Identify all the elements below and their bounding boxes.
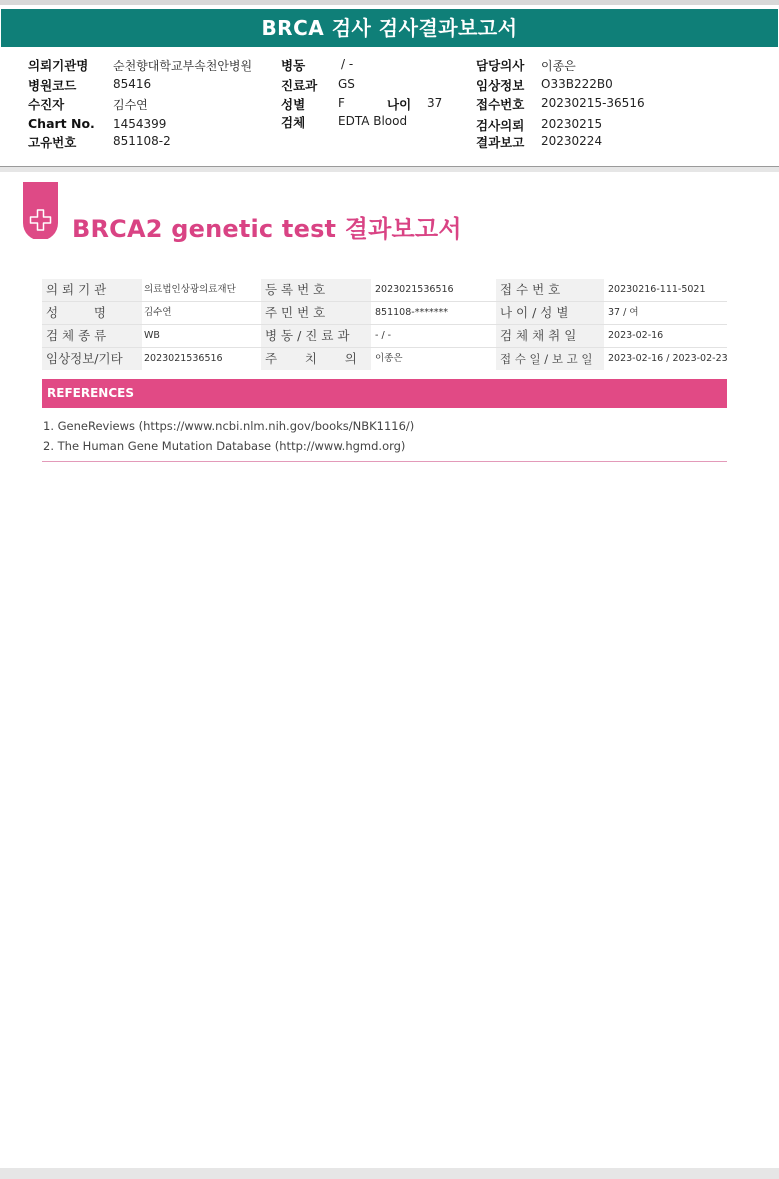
patient-label: 수진자	[28, 97, 65, 112]
resident-no-value: 851108-*******	[375, 307, 448, 318]
clinical-info-label: 임상정보/기타	[42, 348, 142, 370]
age-value: 37	[427, 96, 443, 110]
bottom-border	[0, 1168, 779, 1179]
references-divider	[42, 461, 727, 462]
attending-label: 주 치 의	[261, 348, 371, 370]
patient-value: 김수연	[113, 98, 148, 112]
dept-value: GS	[338, 77, 355, 91]
request-label: 검사의뢰	[476, 118, 525, 133]
dates-label: 접 수 일 / 보 고 일	[496, 348, 604, 370]
medical-cross-badge-icon	[23, 182, 58, 239]
collection-date-value: 2023-02-16	[608, 330, 664, 341]
specimen-type-label: 검 체 종 류	[42, 325, 142, 347]
ward-dept-label: 병 동 / 진 료 과	[261, 325, 371, 347]
ward-value: / -	[341, 57, 354, 71]
receipt-value: 20230215-36516	[541, 96, 645, 110]
hospital-value: 순천향대학교부속천안병원	[113, 59, 253, 73]
sex-value: F	[338, 96, 345, 110]
request-value: 20230215	[541, 117, 603, 131]
ward-label: 병동	[281, 58, 306, 73]
reference-item-2[interactable]: 2. The Human Gene Mutation Database (http://www.hgmd.org)	[43, 439, 406, 453]
name-value: 김수연	[144, 307, 172, 318]
receipt-no-label: 접 수 번 호	[496, 279, 604, 301]
section-divider	[0, 167, 779, 172]
table-row	[42, 325, 727, 347]
institution-value: 의료법인상광의료재단	[144, 284, 236, 295]
name-label: 성 명	[42, 302, 142, 324]
report-value: 20230224	[541, 134, 603, 148]
doctor-value: 이종은	[541, 59, 576, 73]
dates-value: 2023-02-16 / 2023-02-23	[608, 353, 728, 364]
institution-label: 의 뢰 기 관	[42, 279, 142, 301]
clinical-value: O33B222B0	[541, 77, 613, 91]
references-heading: REFERENCES	[42, 379, 727, 408]
chart-value: 1454399	[113, 117, 167, 131]
specimen-label: 검체	[281, 115, 306, 130]
collection-date-label: 검 체 채 취 일	[496, 325, 604, 347]
hospital-label: 의뢰기관명	[28, 58, 89, 73]
registration-value: 2023021536516	[375, 284, 454, 295]
reference-item-1[interactable]: 1. GeneReviews (https://www.ncbi.nlm.nih.gov/books/NBK1116/)	[43, 419, 415, 433]
clinical-info-value: 2023021536516	[144, 353, 223, 364]
receipt-no-value: 20230216-111-5021	[608, 284, 706, 295]
sex-label: 성별	[281, 97, 306, 112]
chart-label: Chart No.	[28, 116, 95, 131]
report-label: 결과보고	[476, 135, 525, 150]
id-value: 851108-2	[113, 134, 171, 148]
age-label: 나이	[387, 97, 412, 112]
table-row	[42, 302, 727, 324]
receipt-label: 접수번호	[476, 97, 525, 112]
top-border	[0, 0, 779, 5]
code-value: 85416	[113, 77, 152, 91]
clinical-label: 임상정보	[476, 78, 525, 93]
patient-header	[0, 48, 779, 167]
specimen-value: EDTA Blood	[338, 114, 408, 128]
specimen-type-value: WB	[144, 330, 160, 341]
registration-label: 등 록 번 호	[261, 279, 371, 301]
banner-title: BRCA 검사 검사결과보고서	[1, 9, 778, 47]
table-row	[42, 279, 727, 301]
doctor-label: 담당의사	[476, 58, 525, 73]
dept-label: 진료과	[281, 78, 318, 93]
table-row	[42, 348, 727, 370]
age-sex-label: 나 이 / 성 별	[496, 302, 604, 324]
ward-dept-value: - / -	[375, 330, 392, 341]
id-label: 고유번호	[28, 135, 77, 150]
report-title: BRCA2 genetic test 결과보고서	[72, 215, 462, 243]
attending-value: 이종은	[375, 353, 403, 364]
age-sex-value: 37 / 여	[608, 307, 639, 318]
resident-no-label: 주 민 번 호	[261, 302, 371, 324]
code-label: 병원코드	[28, 78, 77, 93]
